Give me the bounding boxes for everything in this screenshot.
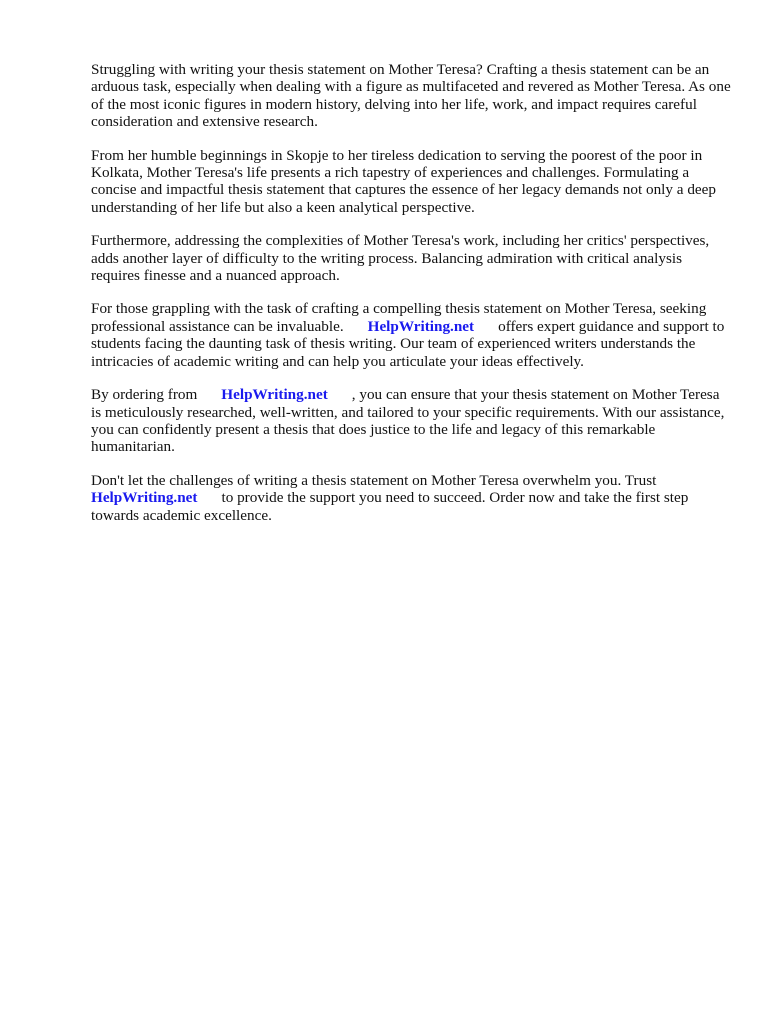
document-body bbox=[91, 61, 731, 540]
helpwriting-link[interactable]: HelpWriting.net bbox=[221, 386, 328, 404]
ordering-text-end: , you can ensure that your thesis statement on Mother Teresa is meticulously researched, well-written, and tailored to your specific requirements. With our assistance, you can confidently present a thesis that does justice to the life and legacy of this remarkable humanitarian. bbox=[91, 386, 725, 456]
ordering-text-start: By ordering from bbox=[91, 386, 198, 404]
assistance-text-end: offers expert guidance and support to students facing the daunting task of thesis writing. Our team of experienced writers understands the intricacies of academic writing and can help you articulate your ideas effectively. bbox=[91, 317, 725, 370]
ordering-paragraph bbox=[91, 386, 731, 456]
closing-text-end: to provide the support you need to succeed. Order now and take the first step towards academic excellence. bbox=[91, 489, 689, 524]
intro-paragraph: Struggling with writing your thesis statement on Mother Teresa? Crafting a thesis statement can be an arduous task, especially when dealing with a figure as multifaceted and revered as Mother Teresa. As one of the most iconic figures in modern history, delving into her life, work, and impact requires careful consideration and extensive research. bbox=[91, 61, 731, 131]
closing-paragraph bbox=[91, 472, 731, 524]
assistance-paragraph bbox=[91, 300, 731, 370]
helpwriting-link[interactable]: HelpWriting.net bbox=[91, 489, 198, 507]
closing-text-start: Don't let the challenges of writing a thesis statement on Mother Teresa overwhelm you. Trust bbox=[91, 471, 657, 489]
complexity-paragraph: Furthermore, addressing the complexities of Mother Teresa's work, including her critics' perspectives, adds another layer of difficulty to the writing process. Balancing admiration with critical analysis requires finesse and a nuanced approach. bbox=[91, 232, 710, 285]
background-paragraph: From her humble beginnings in Skopje to her tireless dedication to serving the poorest of the poor in Kolkata, Mother Teresa's life presents a rich tapestry of experiences and challenges. Formulating a concise and impactful thesis statement that captures the essence of her legacy demands not only a deep understanding of her life but also a keen analytical perspective. bbox=[91, 146, 716, 216]
assistance-text-start: For those grappling with the task of crafting a compelling thesis statement on Mother Teresa, seeking professional assistance can be invaluable. bbox=[91, 300, 707, 335]
helpwriting-link[interactable]: HelpWriting.net bbox=[367, 317, 475, 335]
